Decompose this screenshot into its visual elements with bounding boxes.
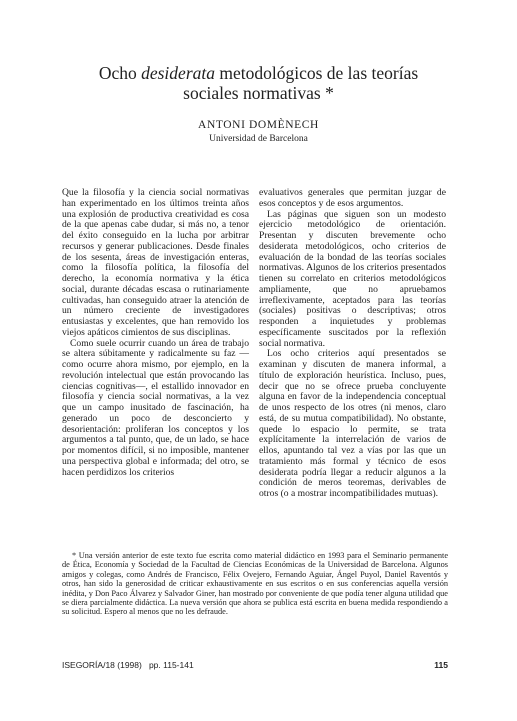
- footnote-text: * Una versión anterior de este texto fue escrita como material didáctico en 1993 para el Seminario permanente de Ética, Economía y Sociedad de la Facultad de Ciencias Económicas de la Universidad de Barcelona. Algunos amigos y colegas, como Andrés de Francisco, Félix Ovejero, Fernando Aguiar, Ángel Puyol, Daniel Raventós y otros, han sido la generosidad de criticar exhaustivamente en sus escritos o en sus conferencias aquella versión inédita, y Don Paco Álvarez y Salvador Giner, han mostrado por conveniente de que podía tener alguna utilidad que se diera parcialmente didáctica. La nueva versión que ahora se publica está escrita en buena medida respondiendo a su solicitud. Espero al menos que no les defraude.: [62, 551, 448, 617]
- page-number: 115: [434, 660, 448, 670]
- footnote: [62, 551, 448, 617]
- page-footer: [62, 660, 448, 674]
- body-column-left: [62, 188, 249, 478]
- body-column-right: [259, 188, 446, 500]
- footer-journal: ISEGORÍA/18 (1998): [62, 660, 142, 670]
- author-name: ANTONI DOMÈNECH: [198, 119, 319, 131]
- article-title: [40, 63, 477, 103]
- title-line1-emphasis: desiderata: [141, 63, 215, 83]
- footer-pages: pp. 115-141: [148, 660, 194, 670]
- title-line1-pre: Ocho: [98, 63, 142, 83]
- footer-citation: [62, 660, 194, 670]
- paragraph: Como suele ocurrir cuando un área de trabajo se altera súbitamente y radicalmente su faz —como ocurre ahora mismo, por ejemplo, en la revolución intelectual que están provocando las ciencias cognitivas—, el estallido innovador en filosofía y ciencia social normativas, a la vez que un campo inusitado de fascinación, ha generado un poco de desconcierto y desorientación: proliferan los conceptos y los argumentos a tal punto, que, de un lado, se hace por momentos difícil, si no imposible, mantener una perspectiva global e informada; del otro, se hacen perdidizos los criterios: [62, 337, 249, 478]
- title-line1-post: metodológicos de las teorías: [215, 63, 419, 83]
- paragraph: Que la filosofía y la ciencia social normativas han experimentado en los últimos treinta años una explosión de productiva creatividad es cosa de la que apenas cabe dudar, si más no, a tenor del éxito conseguido en la lucha por arbitrar recursos y generar publicaciones. Desde finales de los sesenta, áreas de investigación enteras, como la filosofía política, la filosofía del derecho, la economía normativa y la ética social, durante décadas escasa o rutinariamente cultivadas, han conseguido atraer la atención de un número creciente de investigadores entusiastas y excelentes, que han removido los viejos apáticos cimientos de sus disciplinas.: [62, 187, 249, 338]
- paragraph: evaluativos generales que permitan juzgar de esos conceptos y de esos argumentos.: [259, 187, 446, 209]
- paragraph: Los ocho criterios aquí presentados se examinan y discuten de manera informal, a título de exploración heurística. Incluso, pues, decir que no se ofrece prueba concluyente alguna en favor de la independencia conceptual de unos respecto de los otres (ni menos, claro está, de su mutua compatibilidad). No obstante, quede lo espacio lo permite, se trata explícitamente la interrelación de varios de ellos, apuntando tal vez a vías por las que un tratamiento más formal y técnico de esos desiderata podría llegar a reducir algunos a la condición de meros teoremas, derivables de otros (o a mostrar incompatibilidades mutuas).: [259, 348, 446, 499]
- author-affiliation: Universidad de Barcelona: [209, 134, 308, 144]
- title-line2: sociales normativas *: [183, 83, 334, 103]
- paragraph: Las páginas que siguen son un modesto ejercicio metodológico de orientación. Presentan y discuten brevemente ocho desiderata metodológicos, ocho criterios de evaluación de la bondad de las teorías sociales normativas. Algunos de los criterios presentados tienen su correlato en criterios metodológicos ampliamente, que no apruebamos irreflexivamente, aceptados para las teorías (sociales) positivas o descriptivas; otros responden a inquietudes y problemas específicamente suscitados por la reflexión social normativa.: [259, 208, 446, 349]
